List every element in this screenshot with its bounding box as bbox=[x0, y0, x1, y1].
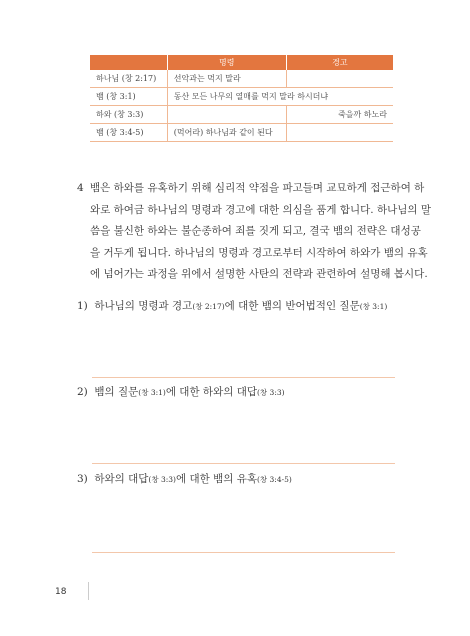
scripture-ref: (창 3:1) bbox=[359, 302, 388, 311]
paragraph-line: 에 넘어가는 과정을 위에서 설명한 사탄의 전략과 관련하여 설명해 봅시다. bbox=[90, 268, 428, 280]
answer-line-2[interactable] bbox=[92, 463, 395, 464]
table-cell-warning bbox=[286, 70, 393, 88]
question-text: 에 대한 뱀의 유혹 bbox=[175, 473, 257, 485]
table-cell-warning: 죽을까 하노라 bbox=[286, 106, 393, 124]
page-number: 18 bbox=[55, 587, 67, 597]
scripture-ref: (창 3:3) bbox=[257, 388, 285, 397]
question-text: 뱀의 질문 bbox=[94, 386, 139, 398]
table-cell-speaker: 하와 (창 3:3) bbox=[90, 106, 167, 124]
instruction-paragraph bbox=[77, 178, 432, 286]
question-text: 하나님의 명령과 경고 bbox=[94, 300, 193, 312]
scripture-ref: (창 3:4-5) bbox=[256, 475, 292, 484]
table-header-command: 명령 bbox=[167, 55, 286, 70]
page-number-divider bbox=[88, 582, 89, 600]
question-text: 에 대한 뱀의 반어법적인 질문 bbox=[224, 300, 360, 312]
table-cell-speaker: 하나님 (창 2:17) bbox=[90, 70, 167, 88]
table-header-cell bbox=[90, 55, 167, 70]
table-cell-command bbox=[167, 106, 286, 124]
table-cell-command: 동산 모든 나무의 열매를 먹지 말라 하시더냐 bbox=[167, 88, 393, 106]
answer-line-3[interactable] bbox=[92, 552, 395, 553]
scripture-ref: (창 3:3) bbox=[148, 475, 176, 484]
table-cell-speaker: 뱀 (창 3:4-5) bbox=[90, 124, 167, 142]
table-cell-command: (먹어라) 하나님과 같이 된다 bbox=[167, 124, 286, 142]
table-cell-command: 선악과는 먹지 말라 bbox=[167, 70, 286, 88]
paragraph-line: 씀을 불신한 하와는 불순종하여 죄를 짓게 되고, 결국 뱀의 전략은 대성공 bbox=[90, 225, 421, 237]
question-number: 3) bbox=[77, 473, 88, 485]
scripture-ref: (창 3:1) bbox=[138, 388, 166, 397]
table-cell-warning bbox=[286, 124, 393, 142]
table-row bbox=[90, 124, 393, 142]
paragraph-line: 뱀은 하와를 유혹하기 위해 심리적 약점을 파고들며 교묘하게 접근하여 하 bbox=[90, 182, 425, 194]
table-row bbox=[90, 88, 393, 106]
question-1 bbox=[77, 298, 387, 313]
paragraph-number: 4 bbox=[77, 182, 84, 194]
command-warning-table bbox=[90, 55, 393, 142]
paragraph-line: 을 거두게 됩니다. 하나님의 명령과 경고로부터 시작하여 하와가 뱀의 유혹 bbox=[90, 246, 428, 259]
table-header-warning: 경고 bbox=[286, 55, 393, 70]
answer-line-1[interactable] bbox=[92, 377, 395, 378]
paragraph-line: 와로 하여금 하나님의 명령과 경고에 대한 의심을 품게 합니다. 하나님의 말 bbox=[90, 203, 432, 216]
question-text: 에 대한 하와의 대답 bbox=[165, 386, 257, 398]
question-number: 1) bbox=[77, 300, 88, 312]
question-number: 2) bbox=[77, 386, 88, 398]
scripture-ref: (창 2:17) bbox=[192, 302, 225, 311]
question-2 bbox=[77, 384, 285, 399]
table-cell-speaker: 뱀 (창 3:1) bbox=[90, 88, 167, 106]
table-row bbox=[90, 70, 393, 88]
question-3 bbox=[77, 471, 292, 486]
question-text: 하와의 대답 bbox=[94, 473, 149, 485]
table-header-row bbox=[90, 55, 393, 70]
table-row bbox=[90, 106, 393, 124]
